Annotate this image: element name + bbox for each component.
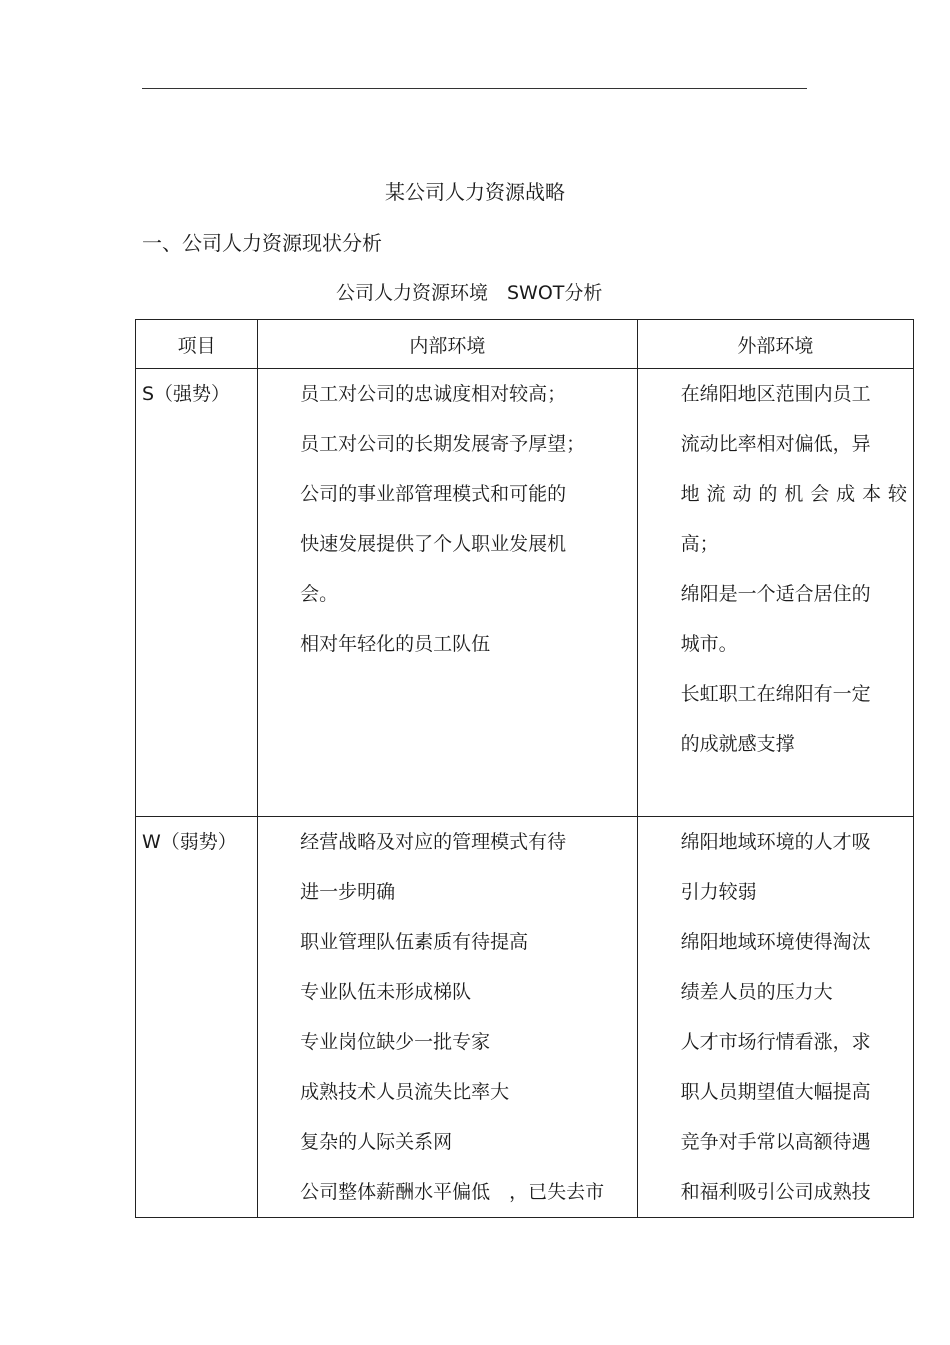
text-line: 的成就感支撑 [680,733,795,755]
text-line: 专业岗位缺少一批专家 [300,1031,491,1053]
text-line: 职人员期望值大幅提高 [680,1081,871,1103]
text-line: 成熟技术人员流失比率大 [300,1081,510,1103]
weaknesses-internal-cell [258,817,637,1218]
row-label: W（弱势） [142,831,237,853]
text-line: 绵阳是一个适合居住的 [680,583,871,605]
table-row-weaknesses [136,817,914,1218]
text-line: 长虹职工在绵阳有一定 [680,683,871,705]
text-line: 公司的事业部管理模式和可能的 [300,483,567,505]
text-line: 引力较弱 [680,881,757,903]
text-line: 相对年轻化的员工队伍 [300,633,491,655]
header-rule [142,88,807,89]
header-external: 外部环境 [637,320,913,369]
table-header-row [136,320,914,369]
text-line: 绩差人员的压力大 [680,981,833,1003]
text-line: 进一步明确 [300,881,396,903]
text-line: 快速发展提供了个人职业发展机 [300,533,567,555]
text-line: 高； [680,533,719,555]
text-line: 公司整体薪酬水平偏低 ，已失去市 [300,1181,605,1203]
strengths-internal-cell [258,369,637,817]
text-line: 地流动的机会成本较 [680,483,907,505]
text-line: 员工对公司的长期发展寄予厚望； [300,433,586,455]
section-heading: 一、公司人力资源现状分析 [142,231,382,255]
swot-table [135,319,914,1218]
strengths-label-cell [136,369,258,817]
text-line: 流动比率相对偏低，异 [680,433,871,455]
text-line: 绵阳地域环境的人才吸 [680,831,871,853]
table-caption: 公司人力资源环境 SWOT分析 [336,282,603,304]
weaknesses-external-cell [637,817,913,1218]
text-line: 员工对公司的忠诚度相对较高； [300,383,567,405]
row-label: S（强势） [142,383,231,405]
text-line: 会。 [300,583,339,605]
text-line: 职业管理队伍素质有待提高 [300,931,529,953]
strengths-external-cell [637,369,913,817]
text-line: 绵阳地域环境使得淘汰 [680,931,871,953]
text-line: 人才市场行情看涨，求 [680,1031,871,1053]
text-line: 复杂的人际关系网 [300,1131,453,1153]
text-line: 在绵阳地区范围内员工 [680,383,871,405]
text-line: 竞争对手常以高额待遇 [680,1131,871,1153]
header-item: 项目 [136,320,258,369]
weaknesses-label-cell [136,817,258,1218]
text-line: 专业队伍未形成梯队 [300,981,472,1003]
table-row-strengths [136,369,914,817]
document-title: 某公司人力资源战略 [385,180,565,204]
text-line: 和福利吸引公司成熟技 [680,1181,871,1203]
text-line: 经营战略及对应的管理模式有待 [300,831,567,853]
text-line: 城市。 [680,633,738,655]
header-internal: 内部环境 [258,320,637,369]
